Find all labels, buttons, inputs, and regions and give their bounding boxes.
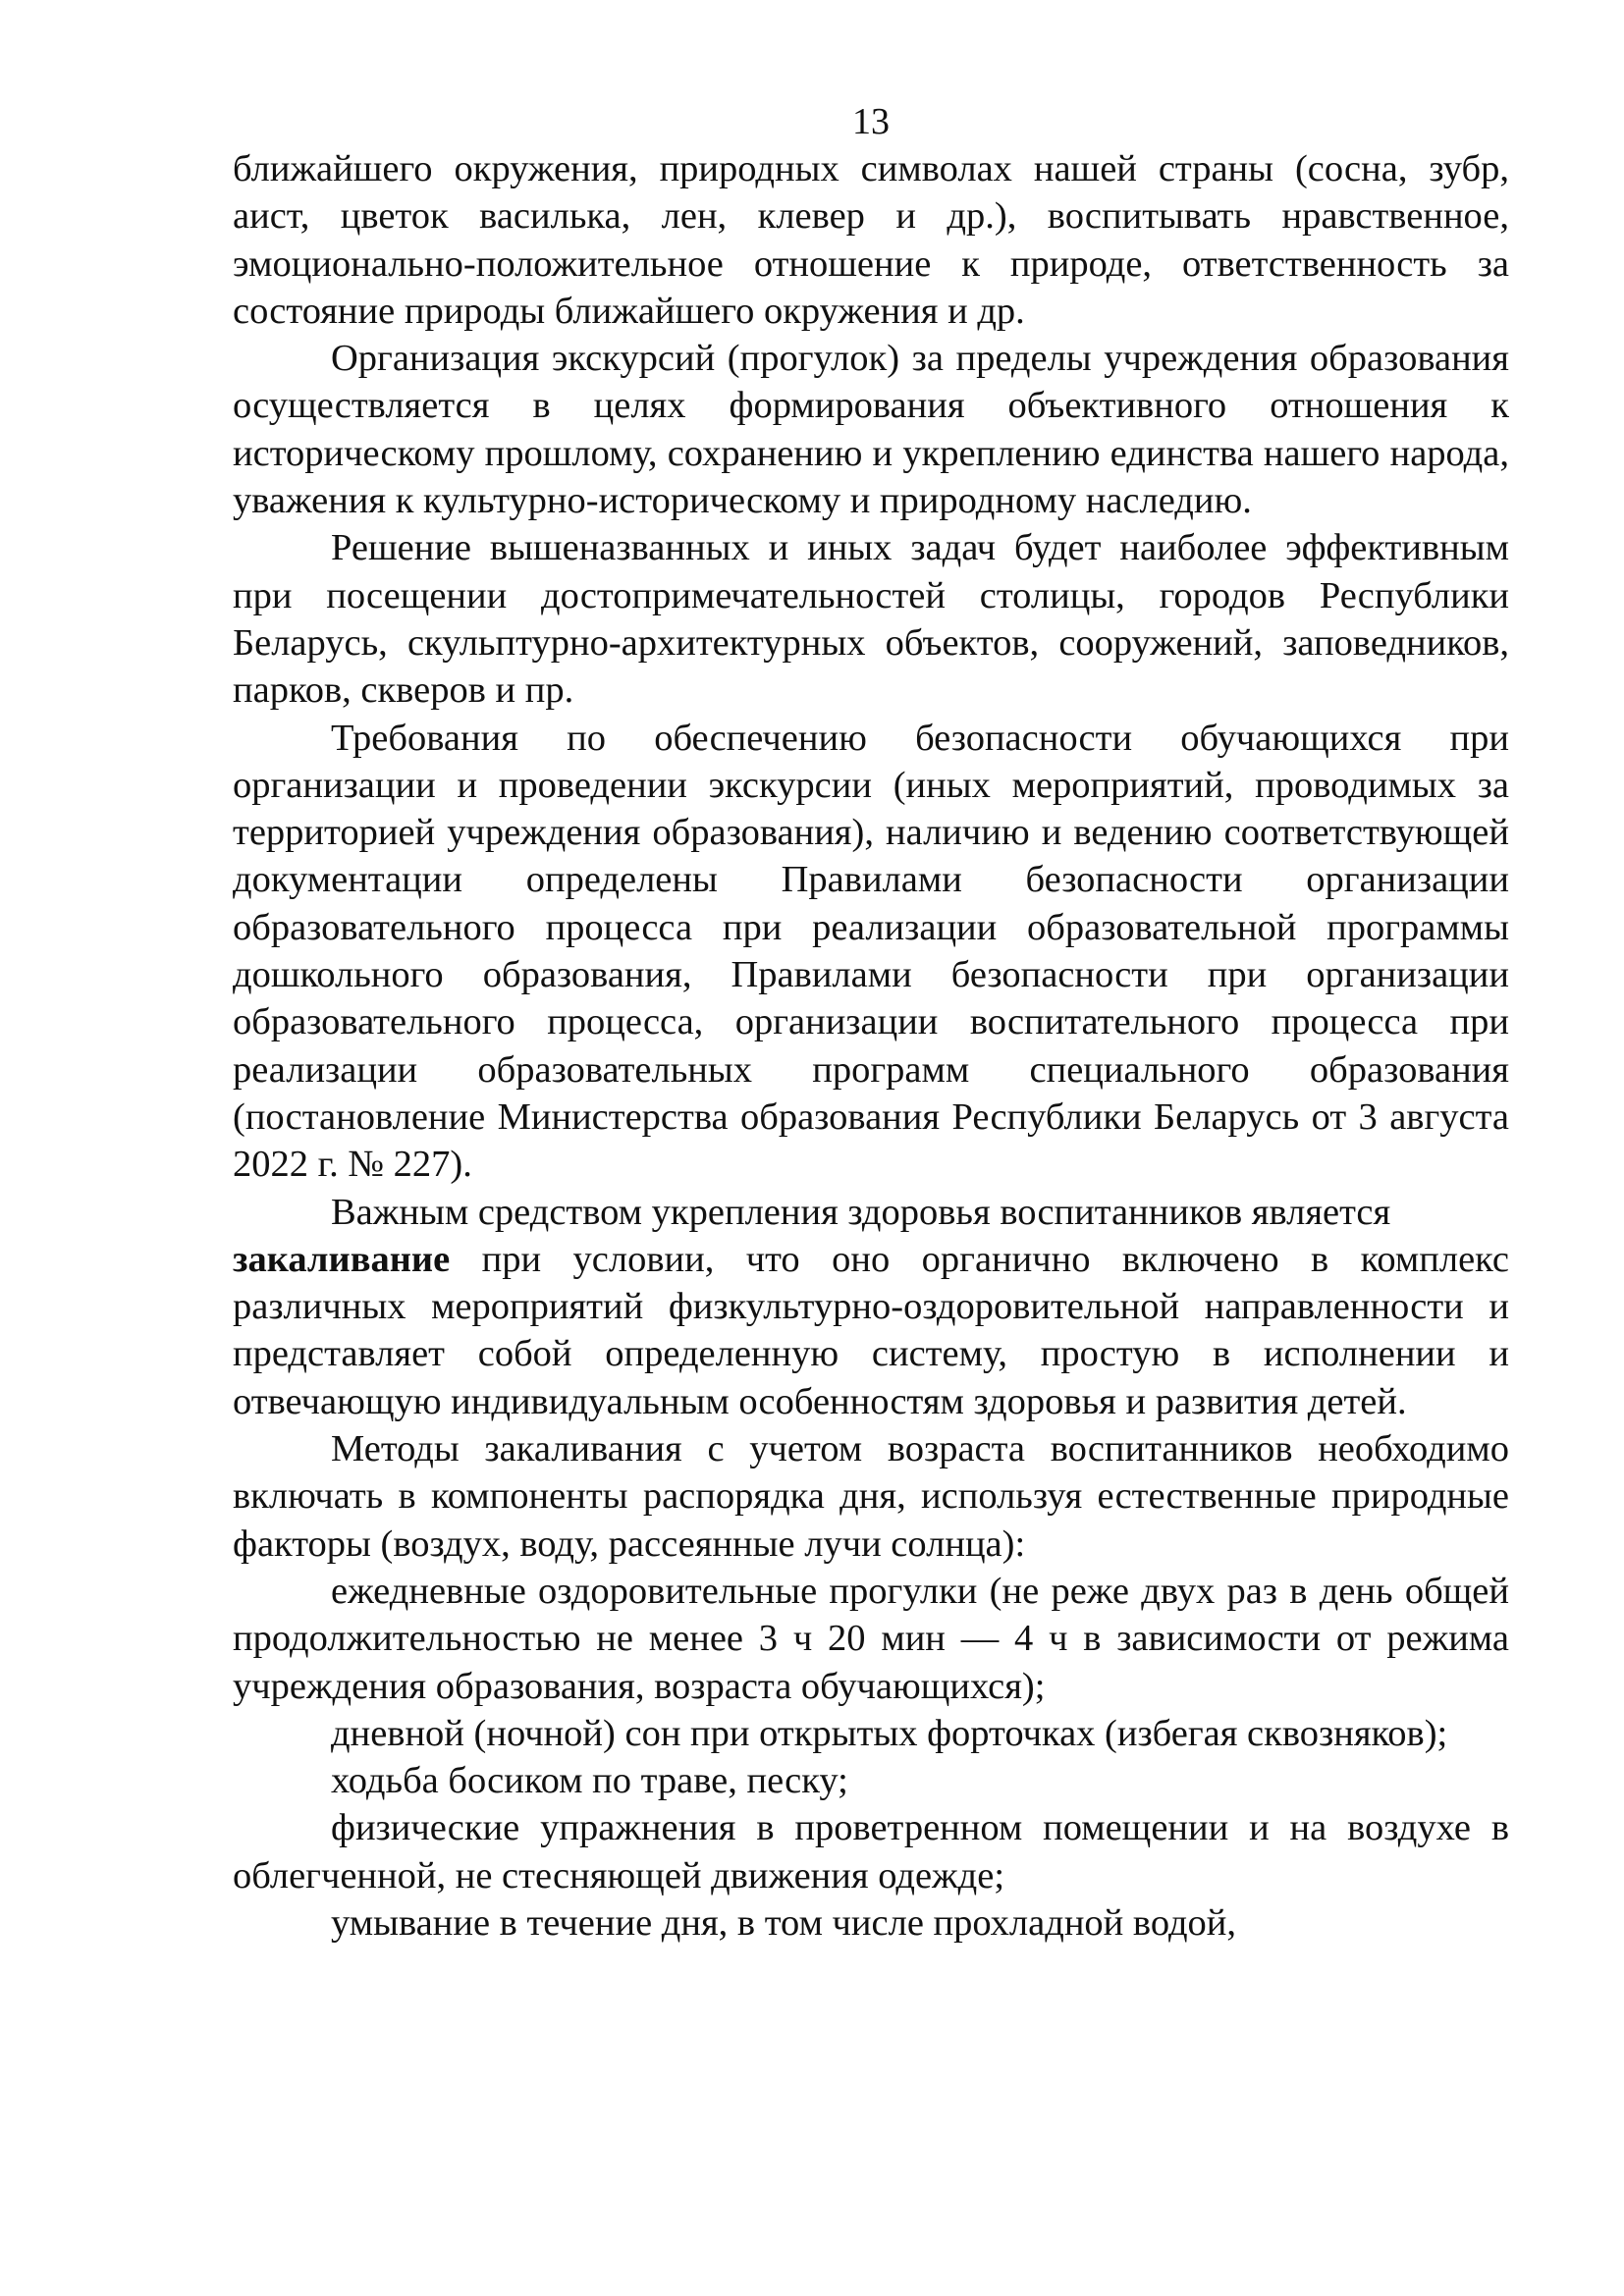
- list-item-barefoot: ходьба босиком по траве, песку;: [331, 1760, 848, 1802]
- paragraph-tasks-solution: Решение вышеназванных и иных задач будет наиболее эффективным при посещении достопримечательностей столицы, городов Республики Беларусь, скульптурно-архитектурных объектов, сооружений, заповедников, парков, скверов и пр.: [233, 527, 1509, 712]
- list-item-sleep: дневной (ночной) сон при открытых форточках (избегая сквозняков);: [331, 1712, 1448, 1754]
- term-hardening: закаливание: [233, 1238, 451, 1280]
- paragraph-hardening-start: Важным средством укрепления здоровья воспитанников является: [331, 1191, 1391, 1233]
- page-content: [233, 98, 1509, 1947]
- paragraph-hardening-end: при условии, что оно органично включено в комплекс различных мероприятий физкультурно-оздоровительной направленности и представляет собой определенную систему, простую в исполнении и отвечающую индивидуальным особенностям здоровья и развития детей.: [233, 1238, 1509, 1422]
- list-item-exercises: физические упражнения в проветренном помещении и на воздухе в облегченной, не стесняющей движения одежде;: [233, 1807, 1509, 1896]
- list-item-walks: ежедневные оздоровительные прогулки (не реже двух раз в день общей продолжительностью не менее 3 ч 20 мин — 4 ч в зависимости от режима учреждения образования, возраста обучающихся);: [233, 1570, 1509, 1707]
- paragraph-excursions: Организация экскурсий (прогулок) за пределы учреждения образования осуществляется в целях формирования объективного отношения к историческому прошлому, сохранению и укреплению единства нашего народа, уважения к культурно-историческому и природному наследию.: [233, 338, 1509, 522]
- page-number: 13: [852, 101, 890, 142]
- paragraph-hardening: [233, 1189, 1509, 1425]
- paragraph-hardening-methods: Методы закаливания с учетом возраста воспитанников необходимо включать в компоненты распорядка дня, используя естественные природные факторы (воздух, воду, рассеянные лучи солнца):: [233, 1428, 1509, 1565]
- list-item-washing: умывание в течение дня, в том числе прохладной водой,: [331, 1901, 1237, 1944]
- paragraph-safety-requirements: Требования по обеспечению безопасности обучающихся при организации и проведении экскурсии (иных мероприятий, проводимых за территорией учреждения образования), наличию и ведению соответствующей документации определены Правилами безопасности организации образовательного процесса при реализации образовательной программы дошкольного образования, Правилами безопасности при организации образовательного процесса, организации воспитательного процесса при реализации образовательных программ специального образования (постановление Министерства образования Республики Беларусь от 3 августа 2022 г. № 227).: [233, 717, 1509, 1186]
- paragraph-nature-symbols: ближайшего окружения, природных символах нашей страны (сосна, зубр, аист, цветок василька, лен, клевер и др.), воспитывать нравственное, эмоционально-положительное отношение к природе, ответственность за состояние природы ближайшего окружения и др.: [233, 148, 1509, 332]
